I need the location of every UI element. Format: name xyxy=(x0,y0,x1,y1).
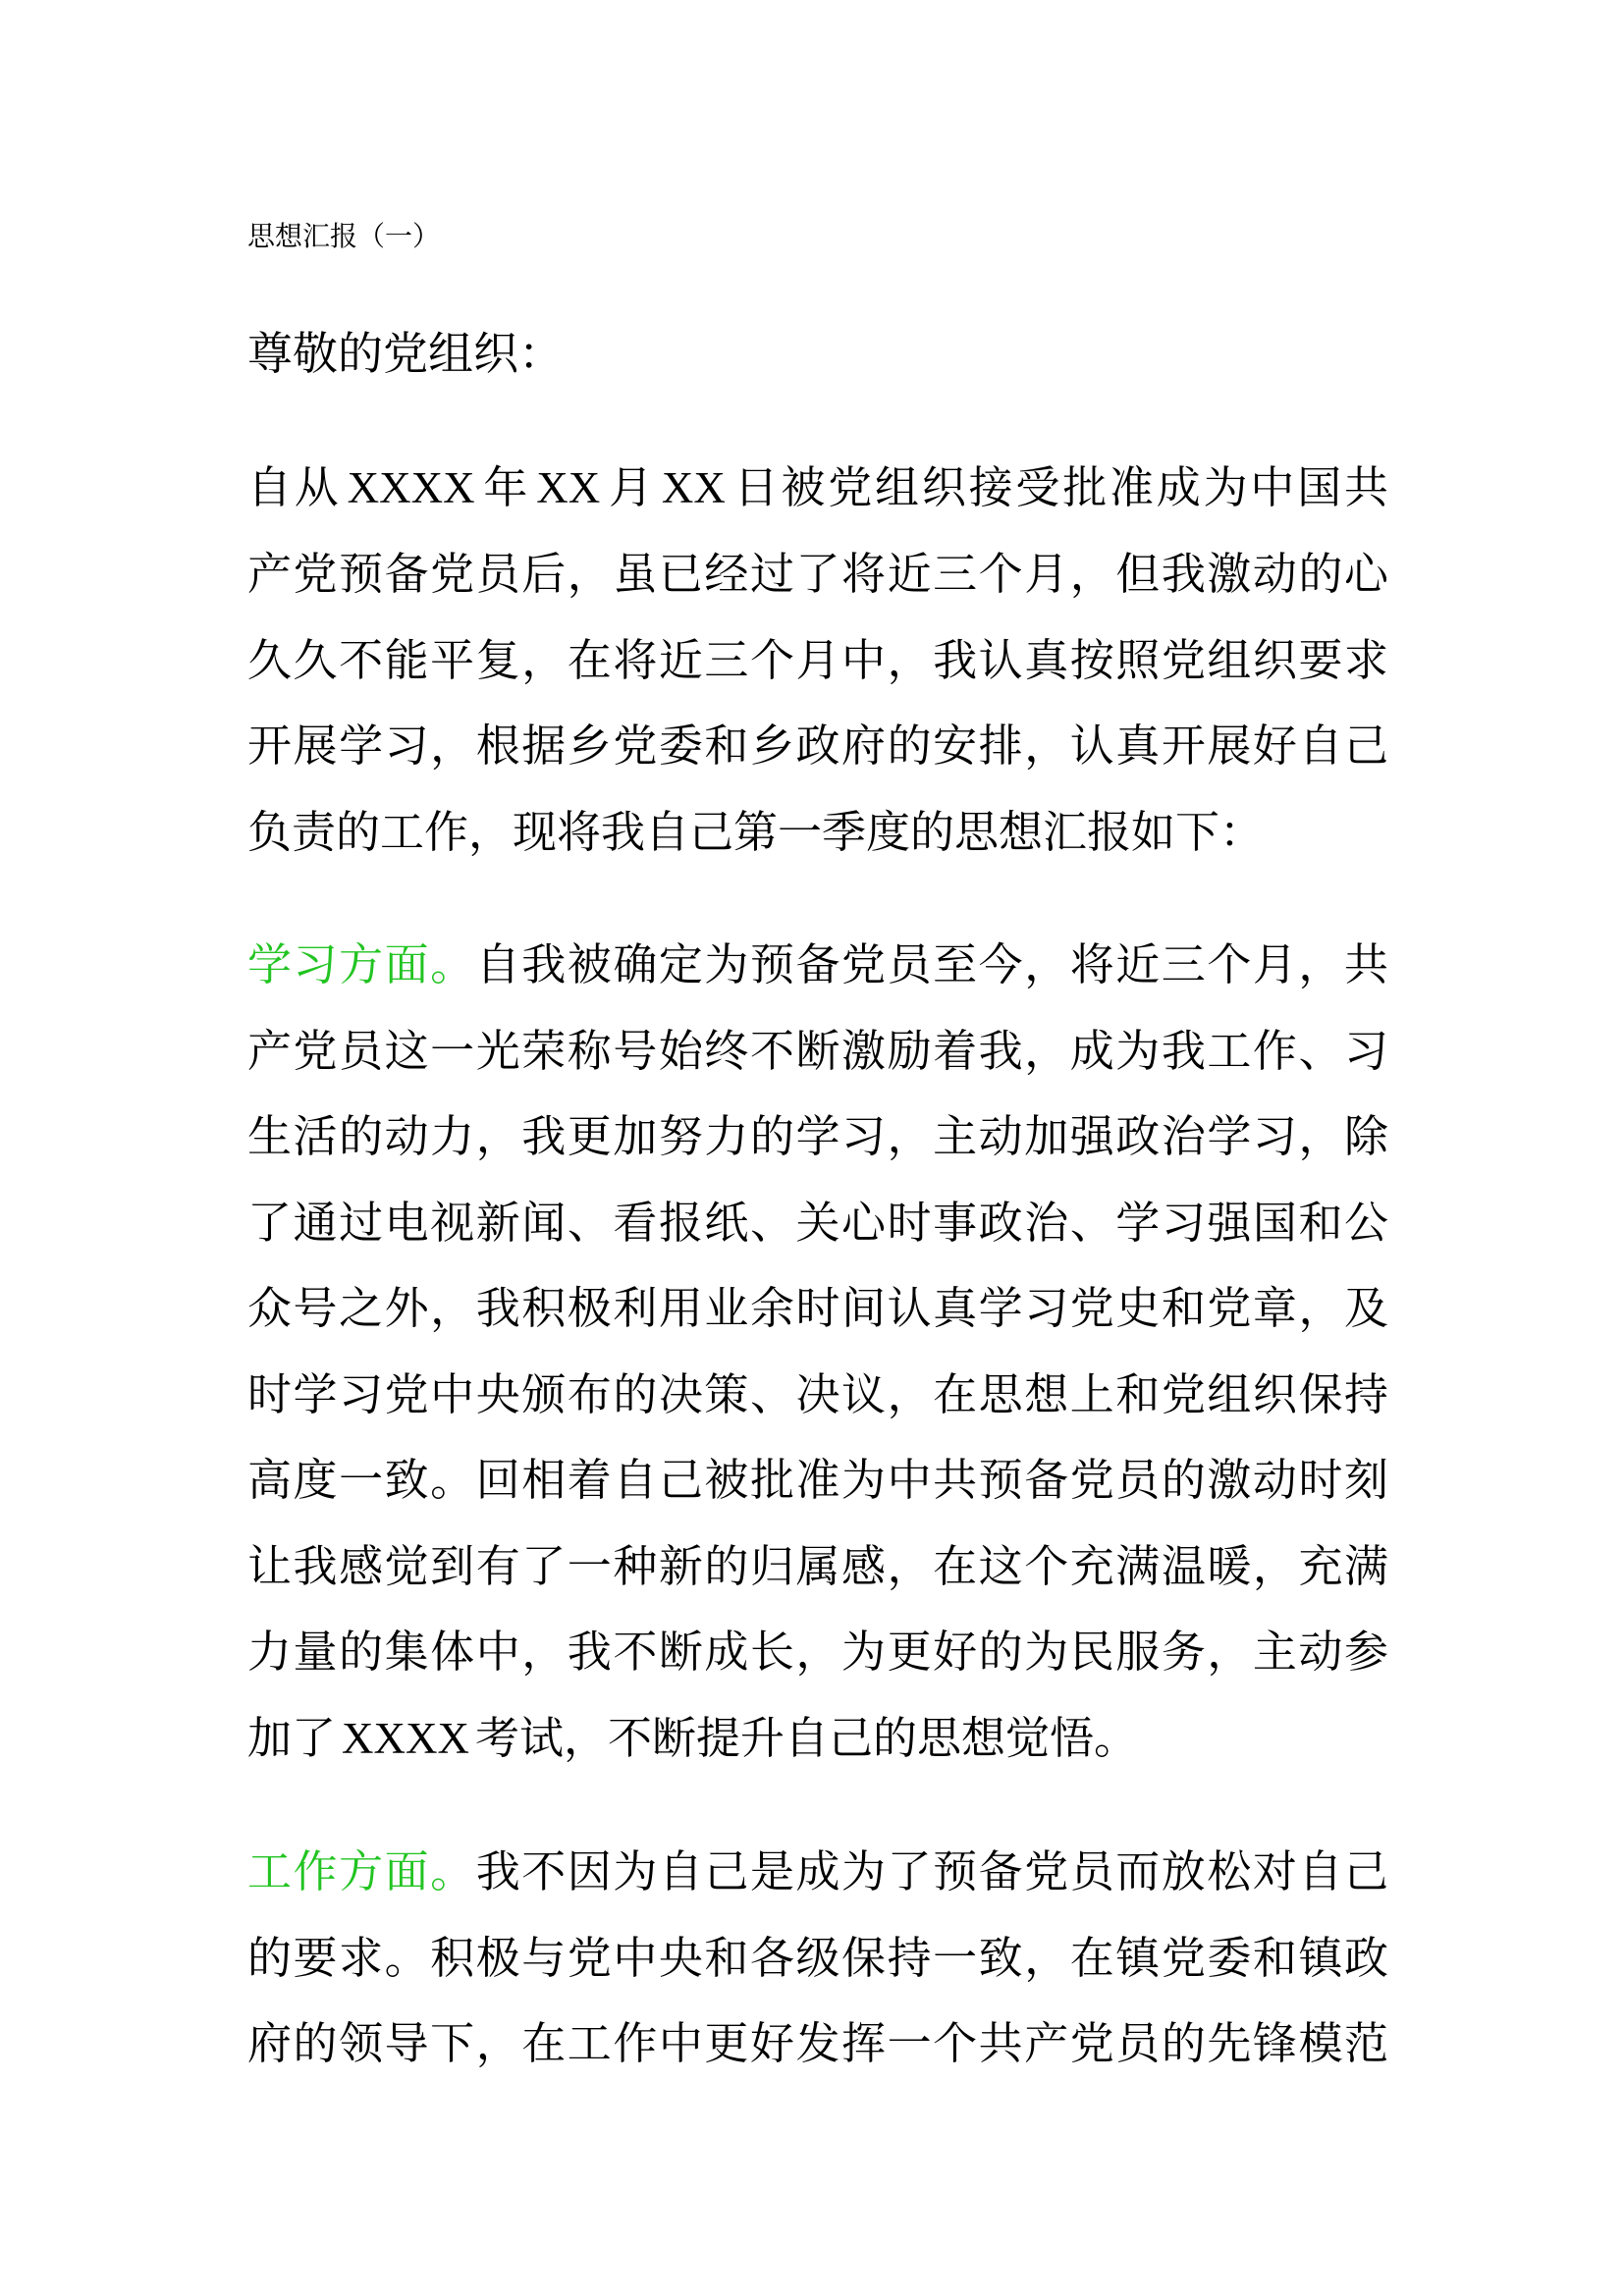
paragraph-line xyxy=(247,2001,1388,2087)
text-run: 生活的动力，我更加努力的学习，主动加强政治学习，除 xyxy=(247,1110,1388,1162)
text-run: 的要求。积极与党中央和各级保持一致，在镇党委和镇政 xyxy=(247,1931,1388,1984)
text-run: 产党预备党员后，虽已经过了将近三个月，但我激动的心 xyxy=(247,548,1388,600)
paragraph-line xyxy=(247,703,1388,789)
text-run: 自从 xyxy=(247,460,342,513)
paragraph-line xyxy=(247,1437,1388,1523)
text-run: 时学习党中央颁布的决策、决议，在思想上和党组织保持 xyxy=(247,1367,1388,1420)
paragraph-line xyxy=(247,617,1388,704)
text-run: 久久不能平复，在将近三个月中，我认真按照党组织要求 xyxy=(247,633,1388,686)
paragraph-line xyxy=(247,531,1388,617)
text-run: 众号之外，我积极利用业余时间认真学习党史和党章，及 xyxy=(247,1282,1388,1334)
salutation: 尊敬的党组织： xyxy=(247,327,564,380)
paragraph-line xyxy=(247,789,1388,876)
paragraph-1 xyxy=(247,445,1388,876)
paragraph-2 xyxy=(247,922,1388,1782)
paragraph-line xyxy=(247,1352,1388,1438)
paragraph-line xyxy=(247,1265,1388,1352)
text-run: 日被党组织接受批准成为中国共 xyxy=(731,460,1388,513)
text-run: 考试，不断提升自己的思想觉悟。 xyxy=(475,1711,1139,1764)
paragraph-line xyxy=(247,1094,1388,1180)
text-run: 产党员这一光荣称号始终不断激励着我，成为我工作、习 xyxy=(247,1024,1388,1077)
text-run: 负责的工作，现将我自己第一季度的思想汇报如下： xyxy=(247,805,1265,858)
text-run: 月 xyxy=(606,460,656,513)
section-heading: 学习方面。 xyxy=(247,938,476,990)
paragraph-line xyxy=(247,445,1388,532)
text-run: 开展学习，根据乡党委和乡政府的安排，认真开展好自己 xyxy=(247,720,1388,772)
placeholder-text: XXXX xyxy=(347,462,475,512)
text-run: 自我被确定为预备党员至今，将近三个月，共 xyxy=(475,938,1388,990)
text-run: 力量的集体中，我不断成长，为更好的为民服务，主动参 xyxy=(247,1626,1388,1678)
report-title: 思想汇报（一） xyxy=(247,220,441,252)
placeholder-text: XXXX xyxy=(342,1713,470,1763)
text-run: 我不因为自己是成为了预备党员而放松对自己 xyxy=(475,1845,1388,1897)
text-run: 了通过电视新闻、看报纸、关心时事政治、学习强国和公 xyxy=(247,1196,1388,1249)
paragraph-3 xyxy=(247,1829,1388,2087)
placeholder-text: XX xyxy=(536,462,601,512)
text-run: 府的领导下，在工作中更好发挥一个共产党员的先锋模范 xyxy=(247,2017,1388,2069)
text-run: 让我感觉到有了一种新的归属感，在这个充满温暖，充满 xyxy=(247,1539,1388,1592)
paragraph-line xyxy=(247,1915,1388,2002)
text-run: 年 xyxy=(480,460,531,513)
paragraph-line xyxy=(247,1695,1388,1783)
paragraph-line xyxy=(247,922,1388,1008)
placeholder-text: XX xyxy=(661,462,726,512)
paragraph-line xyxy=(247,1008,1388,1095)
paragraph-line xyxy=(247,1523,1388,1610)
paragraph-line xyxy=(247,1180,1388,1266)
section-heading: 工作方面。 xyxy=(247,1845,476,1897)
paragraph-line xyxy=(247,1609,1388,1695)
text-run: 加了 xyxy=(247,1711,337,1764)
paragraph-line xyxy=(247,1829,1388,1915)
report-body xyxy=(247,445,1388,2087)
text-run: 高度一致。回相着自己被批准为中共预备党员的激动时刻 xyxy=(247,1454,1388,1506)
